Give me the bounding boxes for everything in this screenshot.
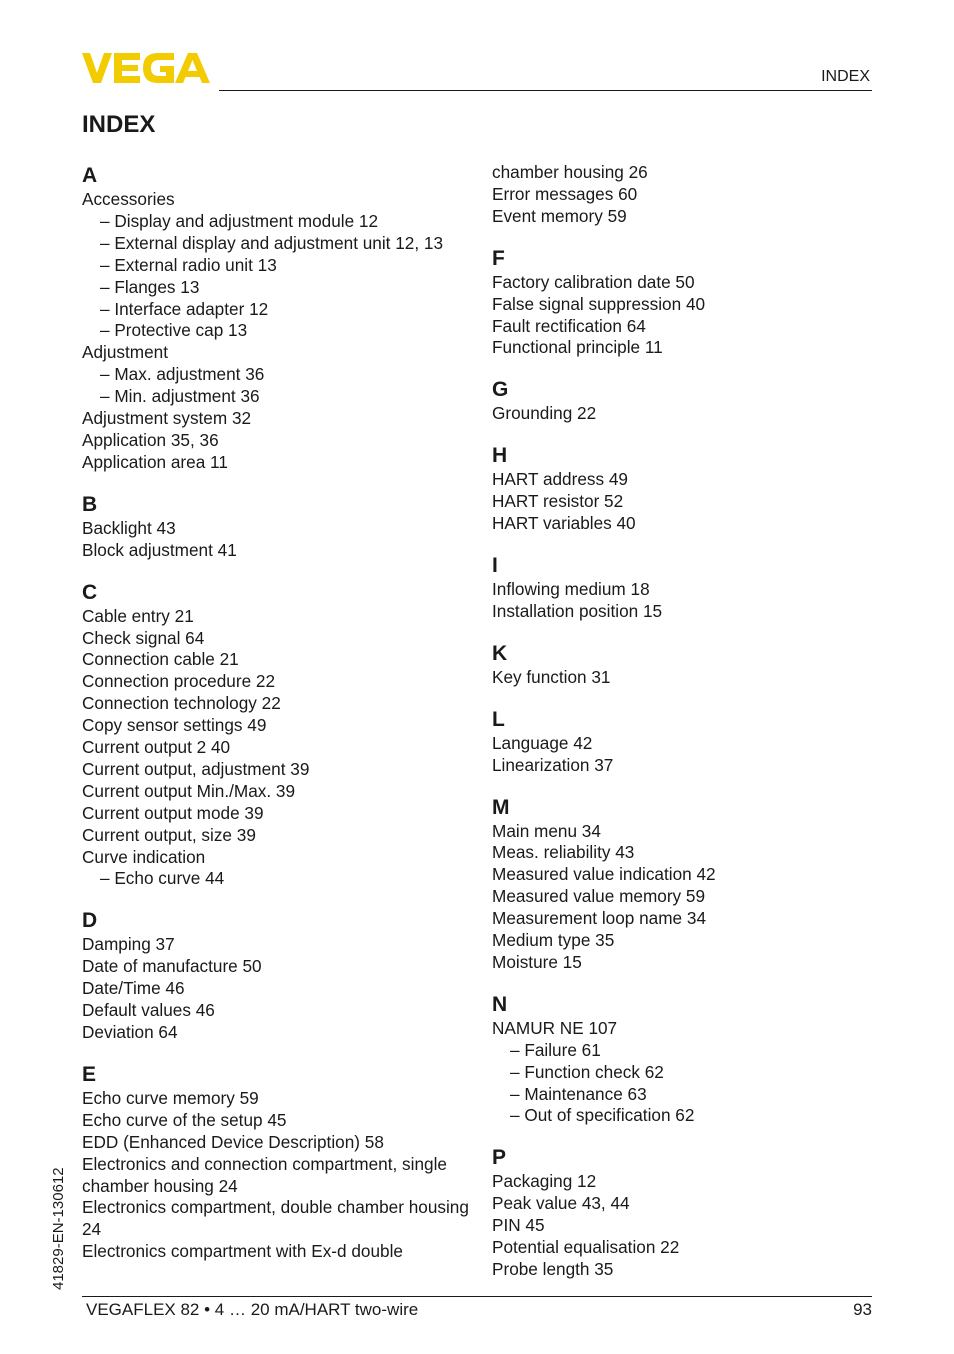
index-subentry: – Protective cap 13 — [82, 320, 472, 342]
index-entry: Fault rectification 64 — [492, 315, 646, 336]
index-subentry: – Maintenance 63 — [492, 1084, 882, 1106]
index-entry: Default values 46 — [82, 1000, 215, 1021]
index-entry: Echo curve memory 59 — [82, 1087, 259, 1108]
index-letter-heading: I — [492, 553, 498, 577]
index-subentry: – Flanges 13 — [82, 277, 472, 299]
index-entry: Adjustment system 32 — [82, 408, 252, 429]
index-subentry: – Max. adjustment 36 — [82, 364, 472, 386]
index-entry: Main menu 34 — [492, 820, 601, 841]
index-entry: Grounding 22 — [492, 403, 597, 424]
index-section — [492, 796, 882, 974]
index-section — [492, 642, 882, 689]
index-section — [492, 708, 882, 777]
index-letter-heading: E — [82, 1062, 97, 1086]
vega-logo — [82, 52, 212, 84]
page-number: 93 — [853, 1300, 872, 1319]
index-entry: HART address 49 — [492, 469, 628, 490]
index-subentry: – External display and adjustment unit 12, 13 — [82, 233, 472, 255]
index-entry: Connection technology 22 — [82, 693, 281, 714]
index-subentry: – Function check 62 — [492, 1062, 882, 1084]
index-letter-heading: N — [492, 992, 508, 1016]
index-entry: Functional principle 11 — [492, 337, 663, 358]
index-section — [492, 247, 882, 360]
index-entry: Block adjustment 41 — [82, 539, 237, 560]
index-entry: Electronics and connection compartment, single chamber housing 24 — [82, 1153, 447, 1196]
index-section — [82, 164, 472, 474]
index-letter-heading: G — [492, 378, 509, 402]
index-subentry: – Echo curve 44 — [82, 868, 472, 890]
header-label: INDEX — [821, 68, 870, 85]
page-title: INDEX — [82, 111, 156, 138]
header-rule — [219, 90, 872, 91]
index-section — [492, 1146, 882, 1281]
index-section — [492, 378, 882, 425]
index-subentry: – Failure 61 — [492, 1040, 882, 1062]
index-entry: Echo curve of the setup 45 — [82, 1109, 287, 1130]
index-entry: Event memory 59 — [492, 205, 627, 226]
index-subentry: – Interface adapter 12 — [82, 299, 472, 321]
index-entry: Medium type 35 — [492, 930, 615, 951]
index-entry: Potential equalisation 22 — [492, 1237, 680, 1258]
index-entry: Linearization 37 — [492, 754, 614, 775]
index-entry: Copy sensor settings 49 — [82, 715, 267, 736]
index-section — [492, 993, 882, 1128]
index-entry: Moisture 15 — [492, 951, 582, 972]
index-entry: Measured value memory 59 — [492, 886, 706, 907]
index-entry: Connection cable 21 — [82, 649, 239, 670]
index-entry: Key function 31 — [492, 666, 611, 687]
index-letter-heading: F — [492, 246, 505, 270]
index-column-right — [492, 162, 882, 1281]
index-entry: Meas. reliability 43 — [492, 842, 635, 863]
index-entry: Date of manufacture 50 — [82, 956, 262, 977]
index-section — [82, 493, 472, 562]
index-entry: chamber housing 26 — [492, 162, 648, 182]
index-entry: Packaging 12 — [492, 1171, 597, 1192]
index-entry: EDD (Enhanced Device Description) 58 — [82, 1131, 384, 1152]
index-entry: Date/Time 46 — [82, 978, 185, 999]
index-entry: Installation position 15 — [492, 600, 663, 621]
index-section — [492, 444, 882, 535]
index-entry: Check signal 64 — [82, 627, 205, 648]
index-entry: Measured value indication 42 — [492, 864, 716, 885]
index-entry: Electronics compartment, double chamber housing 24 — [82, 1197, 469, 1240]
index-entry: Language 42 — [492, 732, 593, 753]
index-subentry: – Min. adjustment 36 — [82, 386, 472, 408]
index-entry: Current output, adjustment 39 — [82, 758, 310, 779]
index-section — [492, 162, 882, 228]
index-entry: Backlight 43 — [82, 517, 176, 538]
index-entry: Probe length 35 — [492, 1259, 614, 1279]
document-code: 41829-EN-130612 — [50, 1167, 67, 1290]
footer-rule — [82, 1296, 872, 1297]
index-letter-heading: B — [82, 492, 98, 516]
index-entry: Peak value 43, 44 — [492, 1193, 630, 1214]
index-entry: Application 35, 36 — [82, 429, 219, 450]
index-entry: Current output 2 40 — [82, 737, 231, 758]
index-entry: False signal suppression 40 — [492, 293, 706, 314]
index-entry: Current output mode 39 — [82, 802, 264, 823]
index-letter-heading: M — [492, 795, 510, 819]
index-entry: Damping 37 — [82, 934, 175, 955]
index-subentry: – Out of specification 62 — [492, 1105, 882, 1127]
index-subentry: – Display and adjustment module 12 — [82, 211, 472, 233]
index-entry: Measurement loop name 34 — [492, 908, 707, 929]
index-entry: Factory calibration date 50 — [492, 271, 695, 292]
index-entry: Connection procedure 22 — [82, 671, 276, 692]
index-entry: Electronics compartment with Ex-d double — [82, 1241, 403, 1262]
index-entry: Application area 11 — [82, 451, 228, 472]
index-entry: Adjustment — [82, 342, 168, 363]
index-subentry: – External radio unit 13 — [82, 255, 472, 277]
index-column-left — [82, 162, 472, 1263]
index-letter-heading: D — [82, 909, 98, 933]
index-section — [492, 554, 882, 623]
index-section — [82, 581, 472, 891]
index-letter-heading: P — [492, 1146, 507, 1170]
index-entry: Accessories — [82, 189, 175, 209]
index-entry: HART resistor 52 — [492, 491, 624, 512]
index-letter-heading: L — [492, 707, 505, 731]
index-letter-heading: K — [492, 641, 508, 665]
index-entry: Curve indication — [82, 846, 206, 867]
index-entry: Deviation 64 — [82, 1022, 178, 1042]
index-section — [82, 909, 472, 1044]
index-entry: HART variables 40 — [492, 513, 636, 534]
index-entry: Current output Min./Max. 39 — [82, 780, 296, 801]
index-letter-heading: H — [492, 444, 508, 468]
index-entry: PIN 45 — [492, 1215, 545, 1236]
index-entry: Cable entry 21 — [82, 605, 194, 626]
index-section — [82, 1063, 472, 1263]
index-letter-heading: C — [82, 580, 98, 604]
index-entry: NAMUR NE 107 — [492, 1017, 618, 1038]
footer-product: VEGAFLEX 82 • 4 … 20 mA/HART two-wire — [86, 1300, 419, 1319]
index-letter-heading: A — [82, 164, 98, 187]
index-entry: Error messages 60 — [492, 183, 638, 204]
index-entry: Current output, size 39 — [82, 824, 256, 845]
index-entry: Inflowing medium 18 — [492, 578, 650, 599]
